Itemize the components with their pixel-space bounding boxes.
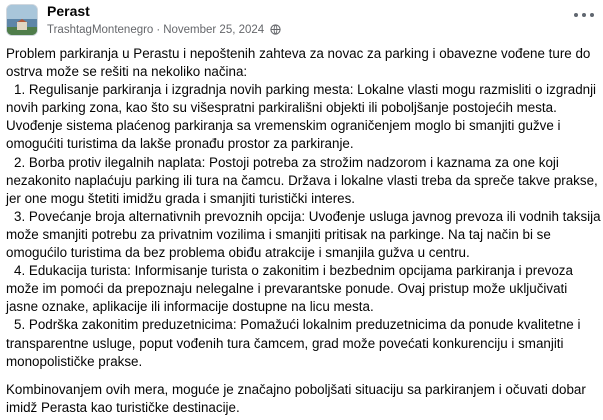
paragraph-spacer — [6, 371, 603, 381]
closing-line: imidž Perasta kao turističke destinacije. — [6, 399, 240, 415]
list-item-line: nezakonito naplaćuju parking ili tura na čamcu. Država i lokalne vlasti treba da spreče takve prakse, — [6, 172, 598, 188]
globe-icon — [270, 24, 281, 39]
list-item-line: 3. Povećanje broja alternativnih prevoznih opcija: Uvođenje usluga javnog prevoza ili vodnih taksija — [14, 208, 601, 224]
list-item-line: 2. Borba protiv ilegalnih naplata: Postoji potreba za strožim nadzorom i kaznama za one koji — [14, 154, 559, 170]
list-item-line: omogućilo turistima da bez problema obiđu atrakcije i smanjila gužva u centru. — [6, 245, 470, 261]
intro-line: Problem parkiranja u Perastu i nepoštenih zahteva za novac za parking i obavezne vođene ture do — [6, 46, 591, 61]
list-item-line: jer one mogu štetiti imidžu grada i smanjiti turistički interes. — [6, 190, 356, 206]
more-options-icon[interactable] — [574, 8, 596, 22]
list-item-line: može im pomoći da prepoznaju nelegalne i prevarantske ponude. Ovaj pristup može uključivati — [6, 281, 568, 297]
closing-line: Kombinovanjem ovih mera, moguće je značajno poboljšati situaciju sa parkiranjem i očuvati dobar — [6, 381, 586, 397]
avatar-house — [17, 22, 27, 30]
post-meta — [47, 23, 281, 39]
list-item-line: novih parking zona, kao što su višespratni parkirališni objekti ili poboljšanje postojećih mesta. — [6, 100, 557, 116]
list-item-line: može smanjiti potrebu za privatnim vozilima i smanjiti pritisak na parkinge. Na taj način bi se — [6, 226, 551, 242]
list-item-line: transparentne usluge, poput vođenih tura čamcem, grad može povećati konkurenciju i smanjiti — [6, 335, 564, 351]
tag-link[interactable]: TrashtagMontenegro — [47, 24, 154, 36]
post-date[interactable]: November 25, 2024 — [163, 24, 265, 36]
list-item-line: omogućiti turistima da lakše pronađu prostor za parkiranje. — [6, 136, 354, 152]
post-header — [0, 0, 603, 44]
page-avatar[interactable] — [6, 4, 38, 36]
intro-line: ostrva može se rešiti na nekoliko načina: — [6, 64, 248, 80]
list-item-line: Uvođenje sistema plaćenog parkiranja sa vremenskim ograničenjem moglo bi smanjiti gužve i — [6, 118, 561, 134]
list-item-line: 5. Podrška zakonitim preduzetnicima: Pomažući lokalnim preduzetnicima da ponude kvalitetne i — [14, 317, 581, 333]
list-item-line: 4. Edukacija turista: Informisanje turista o zakonitim i bezbednim opcijama parkiranja i prevoza — [14, 263, 573, 279]
avatar-sky — [7, 5, 38, 19]
list-item-line: monopolističke prakse. — [6, 353, 143, 369]
list-item-line: 1. Regulisanje parkiranja i izgradnja novih parking mesta: Lokalne vlasti mogu razmisliti o izgradnji — [14, 82, 597, 98]
author-name[interactable]: Perast — [47, 3, 90, 19]
meta-separator: · — [156, 24, 161, 36]
post-text — [6, 45, 603, 417]
list-item-line: jasne oznake, aplikacije ili informacije dostupne na licu mesta. — [6, 299, 374, 315]
